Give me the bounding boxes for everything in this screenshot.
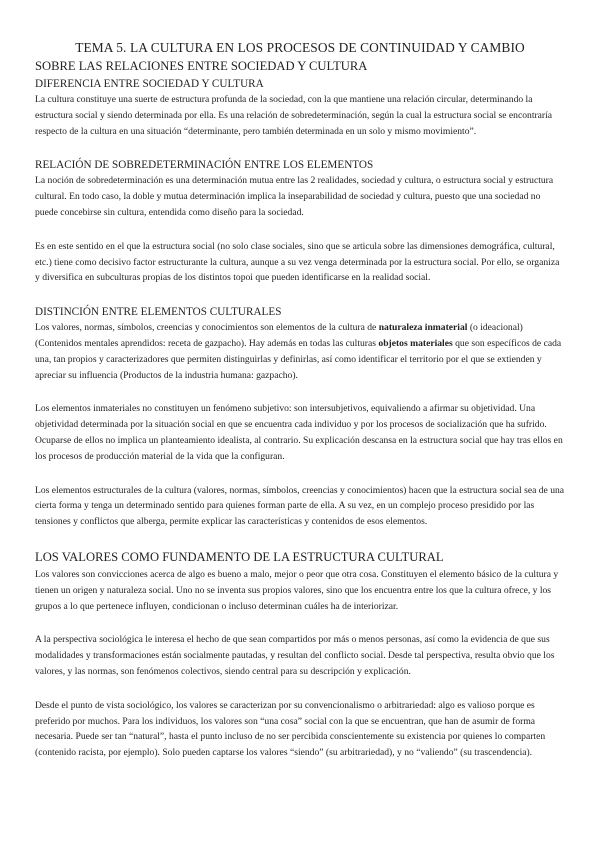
section-heading: DIFERENCIA ENTRE SOCIEDAD Y CULTURA: [35, 78, 264, 90]
text-run: que son específicos de cada una, tan propios y caracterizadores que permiten distinguirlas y definirlas, así como identificar el territorio por el que se extienden y apreciar su influencia (Productos de la industria humana: gazpacho).: [35, 337, 562, 381]
document-subtitle: SOBRE LAS RELACIONES ENTRE SOCIEDAD Y CULTURA: [35, 59, 368, 73]
paragraph: La noción de sobredeterminación es una determinación mutua entre las 2 realidades, sociedad y cultura, o estructura social y estructura cultural. En todo caso, la doble y mutua determinación implica la inseparabilidad de sociedad y cultura, puesto que una sociedad no puede concebirse sin cultura, entendida como diseño para la sociedad.: [35, 175, 554, 218]
paragraph: [35, 320, 565, 383]
paragraph: Los elementos estructurales de la cultura (valores, normas, símbolos, creencias y conocimientos) hacen que la estructura social sea de una cierta forma y tenga un determinado sentido para quienes forman parte de ella. A su vez, en un complejo proceso presidido por las tensiones y conflictos que alberga, permite explicar las características y contenidos de esos elementos.: [35, 484, 565, 528]
text-run: Los valores, normas, símbolos, creencias y conocimientos son elementos de la cultura de: [35, 322, 379, 334]
document-title: TEMA 5. LA CULTURA EN LOS PROCESOS DE CONTINUIDAD Y CAMBIO: [75, 40, 525, 55]
section-heading: LOS VALORES COMO FUNDAMENTO DE LA ESTRUCTURA CULTURAL: [35, 549, 444, 564]
bold-term: objetos materiales: [378, 337, 453, 349]
paragraph: Los elementos inmateriales no constituyen un fenómeno subjetivo: son intersubjetivos, equivaliendo a afirmar su objetividad. Una objetividad determinada por la situación social en que se encuentra cada individuo y por los procesos de socialización que ha sufrido. Ocuparse de ellos no implica un planteamiento idealista, al contrario. Su explicación descansa en la estructura social que hay tras ellos en los procesos de producción material de la vida que la configuran.: [35, 403, 563, 462]
paragraph: Los valores son convicciones acerca de algo es bueno a malo, mejor o peor que otra cosa. Constituyen el elemento básico de la cultura y tienen un origen y naturaleza social. Uno no se inventa sus propios valores, sino que los encuentra entre los que la cultura ofrece, y los grupos a lo que pertenece influyen, condicionan o incluso determinan cuáles ha de interiorizar.: [35, 568, 559, 612]
text-run: (o ideacional) (Contenidos mentales aprendidos: receta de gazpacho). Hay además en todas las culturas: [35, 322, 523, 349]
paragraph: Es en este sentido en el que la estructura social (no solo clase sociales, sino que se articula sobre las dimensiones demográfica, cultural, etc.) tiene como decisivo factor estructurante la cultura, aunque a su vez venga determinada por la estructura social. Por ello, se organiza y diversifica en subculturas propias de los distintos topoi que pueden identificarse en la realidad social.: [35, 240, 560, 284]
paragraph: A la perspectiva sociológica le interesa el hecho de que sean compartidos por más o menos personas, así como la evidencia de que sus modalidades y transformaciones están socialmente pautadas, y resultan del conflicto social. Desde tal perspectiva, resulta obvio que los valores, y las normas, son fenómenos colectivos, siendo central para su descripción y explicación.: [35, 634, 555, 677]
bold-term: naturaleza inmaterial: [378, 322, 468, 334]
paragraph: Desde el punto de vista sociológico, los valores se caracterizan por su convencionalismo o arbitrariedad: algo es valioso porque es preferido por muchos. Para los individuos, los valores son “una cosa” social con la que se encuentran, que han de asumir de forma necesaria. Puede ser tan “natural”, hasta el punto incluso de no ser percibida conscientemente su existencia por quienes lo comparten (contenido racista, por ejemplo). Solo pueden captarse los valores “siendo” (su arbitrariedad), y no “valiendo” (su trascendencia).: [35, 699, 546, 759]
section-heading: RELACIÓN DE SOBREDETERMINACIÓN ENTRE LOS ELEMENTOS: [35, 159, 374, 172]
paragraph: La cultura constituye una suerte de estructura profunda de la sociedad, con la que mantiene una relación circular, determinando la estructura social y siendo determinada por ella. Es una relación de sobredeterminación, según la cual la estructura social se encontraría respecto de la cultura en una situación “determinante, pero también determinada en un solo y mismo movimiento”.: [35, 94, 553, 137]
section-heading: DISTINCIÓN ENTRE ELEMENTOS CULTURALES: [35, 306, 282, 319]
